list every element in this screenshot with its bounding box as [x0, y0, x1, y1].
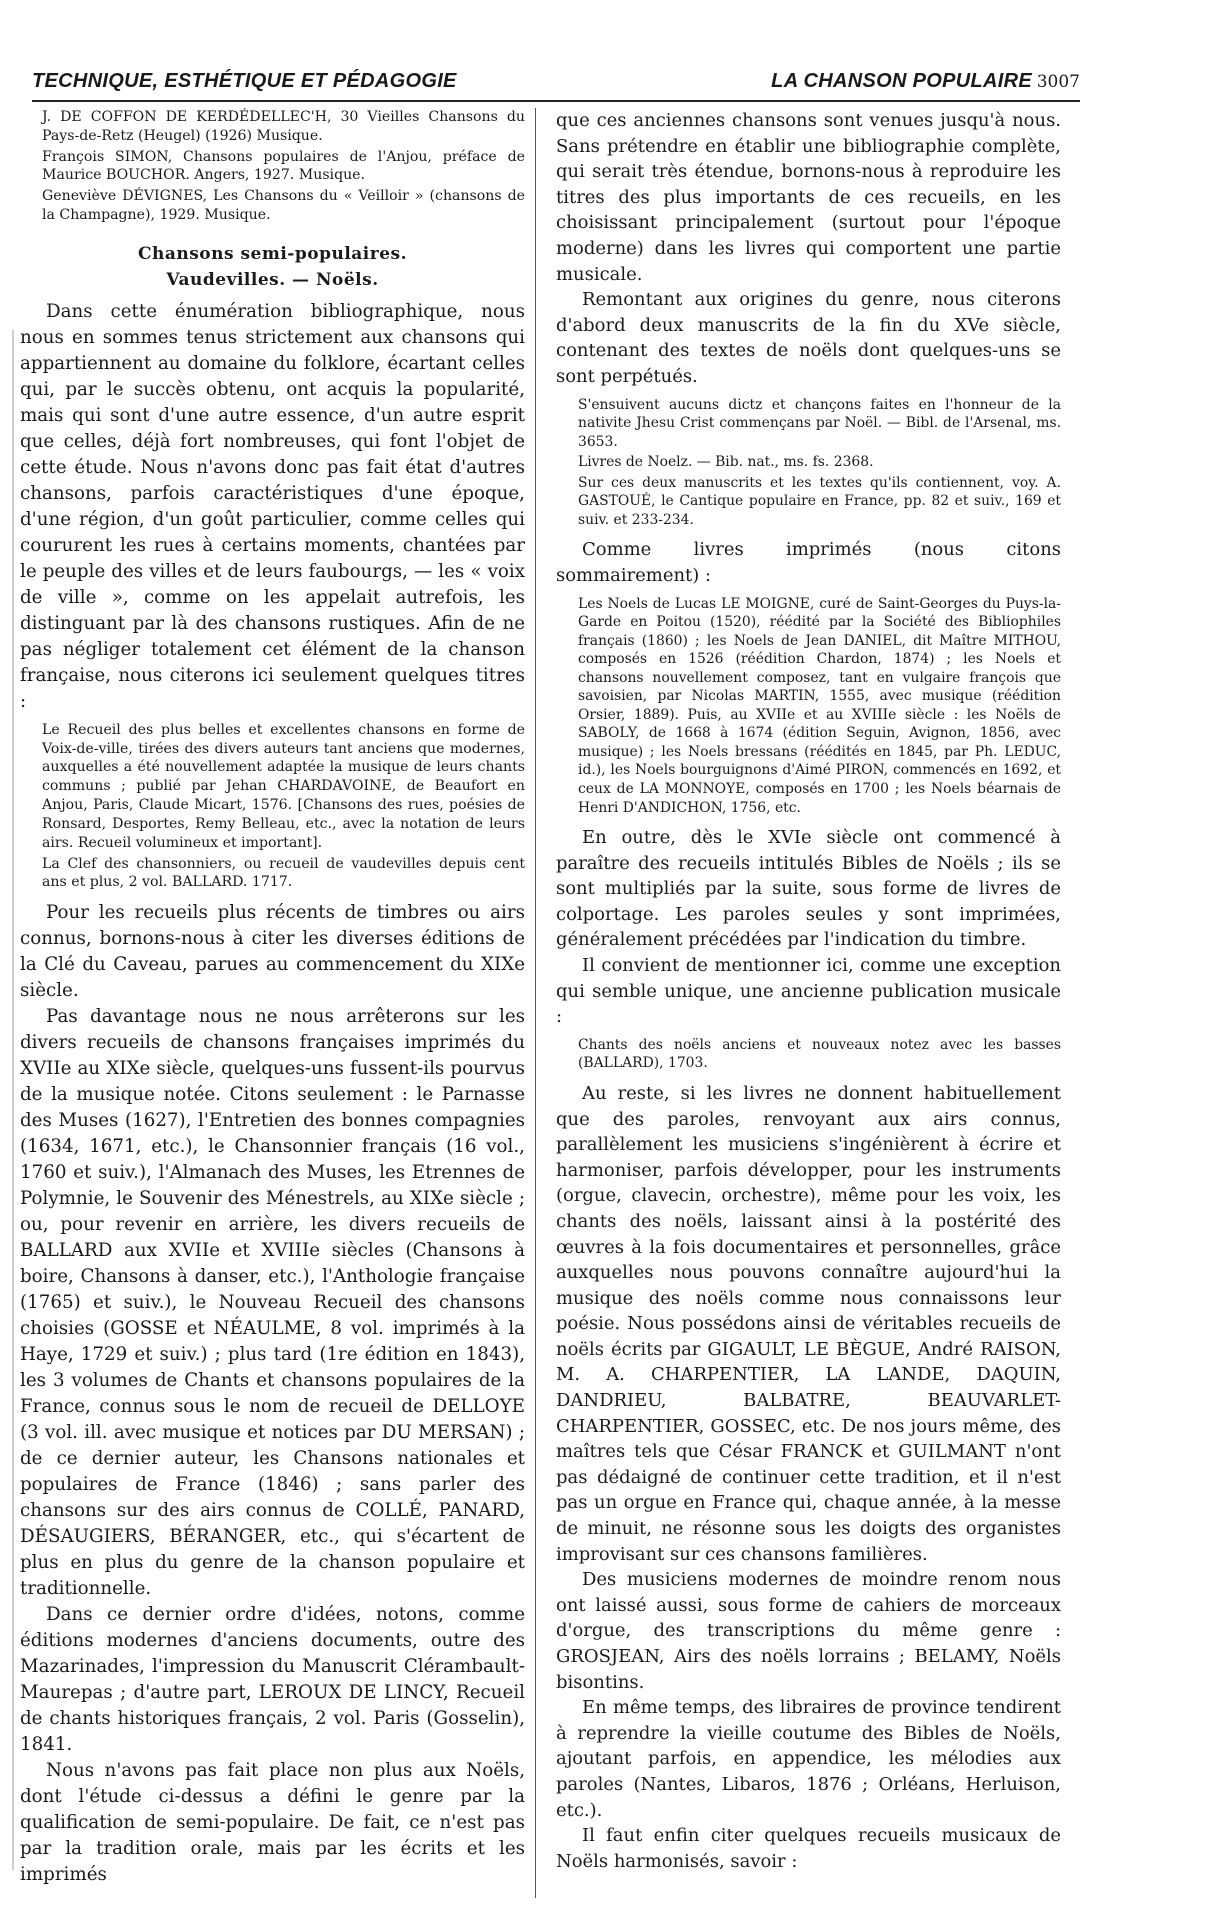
- body-paragraph: que ces anciennes chansons sont venues jusqu'à nous. Sans prétendre en établir une bibliographie complète, qui serait très étendue, bornons-nous à reproduire les titres des plus importants de ces recueils, en les choisissant principalement (surtout pour l'époque moderne) dans les livres qui comportent une partie musicale.: [556, 110, 1061, 285]
- reference-entry: François SIMON, Chansons populaires de l'Anjou, préface de Maurice BOUCHOR. Angers, 1927. Musique.: [42, 148, 525, 184]
- body-paragraph: En outre, dès le XVIe siècle ont commencé à paraître des recueils intitulés Bibles de Noëls ; ils se sont multipliés par la suite, sous forme de livres de colportage. Les paroles seules y sont imprimées, généralement précédées par l'indication du timbre.: [556, 827, 1061, 951]
- reference-entry: Le Recueil des plus belles et excellentes chansons en forme de Voix-de-ville, tirées des divers auteurs tant anciens que modernes, auxquelles a été nouvellement adaptée la musique de leurs chants communs ; publié par Jehan CHARDAVOINE, de Beaufort en Anjou, Paris, Claude Micart, 1576. [Chansons des rues, poésies de Ronsard, Desportes, Remy Belleau, etc., avec la notation de leurs airs. Recueil volumineux et important].: [42, 721, 525, 851]
- header-right-title: LA CHANSON POPULAIRE: [771, 70, 1032, 92]
- reference-entry: Livres de Noelz. — Bib. nat., ms. fs. 2368.: [578, 454, 874, 471]
- reference-entry: S'ensuivent aucuns dictz et chançons faites en l'honneur de la nativite Jhesu Crist commençans par Noël. — Bibl. de l'Arsenal, ms. 3653.: [578, 396, 1061, 450]
- body-paragraph: Dans ce dernier ordre d'idées, notons, comme éditions modernes d'anciens documents, outre des Mazarinades, l'impression du Manuscrit Clérambault-Maurepas ; d'autre part, LEROUX DE LINCY, Recueil de chants historiques français, 2 vol. Paris (Gosselin), 1841.: [20, 1603, 525, 1755]
- reference-entry: Les Noels de Lucas LE MOIGNE, curé de Saint-Georges du Puys-la-Garde en Poitou (1520), réédité par la Société des Bibliophiles français (1860) ; les Noels de Jean DANIEL, dit Maître MITHOU, composés en 1526 (réédition Chardon, 1874) ; les Noels et chansons nouvellement composez, tant en vulgaire françois que savoisien, par Nicolas MARTIN, 1555, avec musique (réédition Orsier, 1889). Puis, au XVIIe et au XVIIIe siècle : les Noëls de SABOLY, de 1668 à 1674 (édition Seguin, Avignon, 1856, avec musique) ; les Noels bressans (réédités en 1845, par Ph. LEDUC, id.), les Noels bourguignons d'Aimé PIRON, commencés en 1692, et ceux de LA MONNOYE, composés en 1700 ; les Noels béarnais de Henri D'ANDICHON, 1756, etc.: [578, 595, 1061, 816]
- section-heading: Chansons semi-populaires.: [137, 243, 408, 264]
- header-left-title: TECHNIQUE, ESTHÉTIQUE ET PÉDAGOGIE: [32, 70, 457, 92]
- body-paragraph: Dans cette énumération bibliographique, nous nous en sommes tenus strictement aux chansons qui appartiennent au domaine du folklore, écartant celles qui, par le succès obtenu, ont acquis la popularité, mais qui sont d'une autre essence, d'un autre esprit que celles, déjà fort nombreuses, qui font l'objet de cette étude. Nous n'avons donc pas fait état d'autres chansons, parfois caractéristiques d'une époque, d'une région, d'un goût particulier, comme celles qui coururent les rues à certains moments, chantées par le peuple des villes et de leurs faubourgs, — les « voix de ville », comme on les appelait autrefois, les distinguant par là des chansons rustiques. Afin de ne pas négliger totalement cet élément de la chanson française, nous citerons ici seulement quelques titres :: [20, 300, 525, 712]
- body-paragraph: Nous n'avons pas fait place non plus aux Noëls, dont l'étude ci-dessus a défini le genre par la qualification de semi-populaire. De fait, ce n'est pas par la tradition orale, mais par les écrits et les imprimés: [20, 1759, 525, 1885]
- body-paragraph: Remontant aux origines du genre, nous citerons d'abord deux manuscrits de la fin du XVe siècle, contenant des textes de noëls dont quelques-uns se sont perpétués.: [556, 289, 1061, 387]
- header-rule: [32, 100, 1080, 102]
- reference-entry: Chants des noëls anciens et nouveaux notez avec les basses (BALLARD), 1703.: [578, 1036, 1061, 1072]
- page-number: 3007: [1036, 72, 1080, 92]
- left-column: [20, 108, 525, 1888]
- body-paragraph: Pas davantage nous ne nous arrêterons sur les divers recueils de chansons françaises imprimés du XVIIe au XIXe siècle, quelques-uns fussent-ils pourvus de la musique notée. Citons seulement : le Parnasse des Muses (1627), l'Entretien des bonnes compagnies (1634, 1671, etc.), le Chansonnier français (16 vol., 1760 et suiv.), l'Almanach des Muses, les Etrennes de Polymnie, le Souvenir des Ménestrels, au XIXe siècle ; ou, pour revenir en arrière, les divers recueils de BALLARD aux XVIIe et XVIIIe siècles (Chansons à boire, Chansons à danser, etc.), l'Anthologie française (1765) et suiv.), le Nouveau Recueil des chansons choisies (GOSSE et NÉAULME, 8 vol. imprimés à la Haye, 1729 et suiv.) ; plus tard (1re édition en 1843), les 3 volumes de Chants et chansons populaires de la France, connus sous le nom de recueil de DELLOYE (3 vol. ill. avec musique et notices par DU MERSAN) ; de ce dernier auteur, les Chansons nationales et populaires de France (1846) ; sans parler des chansons sur des airs connus de COLLÉ, PANARD, DÉSAUGIERS, BÉRANGER, etc., qui s'écartent de plus en plus du genre de la chanson populaire et traditionnelle.: [20, 1006, 525, 1599]
- reference-entry: Geneviève DÉVIGNES, Les Chansons du « Veilloir » (chansons de la Champagne), 1929. Musique.: [42, 188, 525, 224]
- column-divider: [535, 108, 536, 1898]
- reference-entry: J. DE COFFON DE KERDÉDELLEC'H, 30 Vieilles Chansons du Pays-de-Retz (Heugel) (1926) Musique.: [42, 109, 525, 144]
- reference-entry: La Clef des chansonniers, ou recueil de vaudevilles depuis cent ans et plus, 2 vol. BALLARD. 1717.: [42, 855, 525, 891]
- running-header: [32, 70, 1080, 100]
- body-paragraph: Des musiciens modernes de moindre renom nous ont laissé aussi, sous forme de cahiers de morceaux d'orgue, des transcriptions du même genre : GROSJEAN, Airs des noëls lorrains ; BELAMY, Noëls bisontins.: [556, 1569, 1061, 1693]
- body-paragraph: Pour les recueils plus récents de timbres ou airs connus, bornons-nous à citer les diverses éditions de la Clé du Caveau, parues au commencement du XIXe siècle.: [20, 902, 525, 1002]
- body-paragraph: En même temps, des libraires de province tendirent à reprendre la vieille coutume des Bibles de Noëls, ajoutant parfois, en appendice, les mélodies aux paroles (Nantes, Libaros, 1876 ; Orléans, Herluison, etc.).: [556, 1697, 1061, 1821]
- right-column: [556, 108, 1061, 1874]
- section-subheading: Vaudevilles. — Noëls.: [166, 269, 379, 290]
- body-paragraph: Il faut enfin citer quelques recueils musicaux de Noëls harmonisés, savoir :: [556, 1825, 1061, 1872]
- reference-entry: Sur ces deux manuscrits et les textes qu'ils contiennent, voy. A. GASTOUÉ, le Cantique populaire en France, pp. 82 et suiv., 169 et suiv. et 233-234.: [578, 474, 1061, 528]
- body-paragraph: Comme livres imprimés (nous citons sommairement) :: [556, 539, 1061, 586]
- margin-mark: [12, 330, 14, 1870]
- body-paragraph: Il convient de mentionner ici, comme une exception qui semble unique, une ancienne publication musicale :: [556, 955, 1061, 1028]
- body-paragraph: Au reste, si les livres ne donnent habituellement que des paroles, renvoyant aux airs connus, parallèlement les musiciens s'ingénièrent à écrire et harmoniser, parfois développer, pour les instruments (orgue, clavecin, orchestre), même pour les voix, les chants des noëls, laissant ainsi à la postérité des œuvres à la fois documentaires et personnelles, grâce auxquelles nous pouvons connaître aujourd'hui la musique des noëls comme nous connaissons leur poésie. Nous possédons ainsi de véritables recueils de noëls écrits par GIGAULT, LE BÈGUE, André RAISON, M. A. CHARPENTIER, LA LANDE, DAQUIN, DANDRIEU, BALBATRE, BEAUVARLET-CHARPENTIER, GOSSEC, etc. De nos jours même, des maîtres tels que César FRANCK et GUILMANT n'ont pas dédaigné de continuer cette tradition, et il n'est pas un orgue en France qui, chaque année, à la messe de minuit, ne résonne sous les doigts des organistes improvisant sur ces chansons familières.: [556, 1082, 1061, 1565]
